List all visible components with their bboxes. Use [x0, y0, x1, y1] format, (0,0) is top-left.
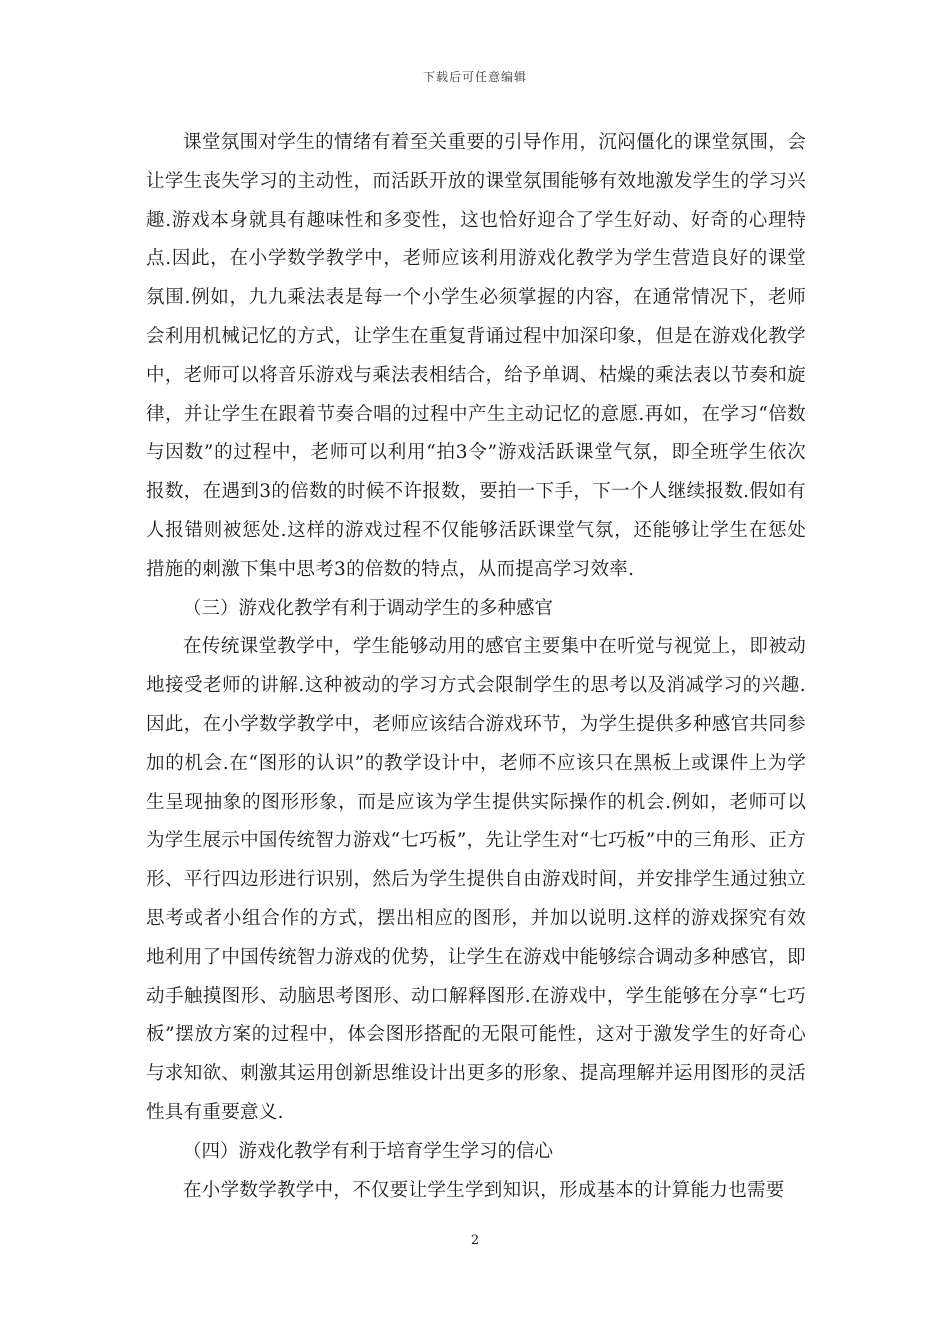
- body-paragraph-3: 在小学数学教学中，不仅要让学生学到知识，形成基本的计算能力也需要: [183, 1179, 785, 1201]
- section-heading-4: （四）游戏化教学有利于培育学生学习的信心: [183, 1140, 554, 1162]
- document-body: [146, 124, 806, 1210]
- body-paragraph-2: 在传统课堂教学中，学生能够动用的感官主要集中在听觉与视觉上，即被动地接受老师的讲解.这种被动的学习方式会限制学生的思考以及消减学习的兴趣.因此，在小学数学教学中，老师应该结合游戏环节，为学生提供多种感官共同参加的机会.在“图形的认识”的教学设计中，老师不应该只在黑板上或课件上为学生呈现抽象的图形形象，而是应该为学生提供实际操作的机会.例如，老师可以为学生展示中国传统智力游戏“七巧板”，先让学生对“七巧板”中的三角形、正方形、平行四边形进行识别，然后为学生提供自由游戏时间，并安排学生通过独立思考或者小组合作的方式，摆出相应的图形，并加以说明.这样的游戏探究有效地利用了中国传统智力游戏的优势，让学生在游戏中能够综合调动多种感官，即动手触摸图形、动脑思考图形、动口解释图形.在游戏中，学生能够在分享“七巧板”摆放方案的过程中，体会图形搭配的无限可能性，这对于激发学生的好奇心与求知欲、刺激其运用创新思维设计出更多的形象、提高理解并运用图形的灵活性具有重要意义.: [146, 636, 806, 1123]
- page-header: 下载后可任意编辑: [422, 70, 527, 84]
- section-heading-3: （三）游戏化教学有利于调动学生的多种感官: [183, 597, 554, 619]
- body-paragraph-1: 课堂氛围对学生的情绪有着至关重要的引导作用，沉闷僵化的课堂氛围，会让学生丧失学习的主动性，而活跃开放的课堂氛围能够有效地激发学生的学习兴趣.游戏本身就具有趣味性和多变性，这也恰好迎合了学生好动、好奇的心理特点.因此，在小学数学教学中，老师应该利用游戏化教学为学生营造良好的课堂氛围.例如，九九乘法表是每一个小学生必须掌握的内容，在通常情况下，老师会利用机械记忆的方式，让学生在重复背诵过程中加深印象，但是在游戏化教学中，老师可以将音乐游戏与乘法表相结合，给予单调、枯燥的乘法表以节奏和旋律，并让学生在跟着节奏合唱的过程中产生主动记忆的意愿.再如，在学习“倍数与因数”的过程中，老师可以利用“拍3令”游戏活跃课堂气氛，即全班学生依次报数，在遇到3的倍数的时候不许报数，要拍一下手，下一个人继续报数.假如有人报错则被惩处.这样的游戏过程不仅能够活跃课堂气氛，还能够让学生在惩处措施的刺激下集中思考3的倍数的特点，从而提高学习效率.: [146, 132, 806, 580]
- page-number: 2: [470, 1233, 480, 1248]
